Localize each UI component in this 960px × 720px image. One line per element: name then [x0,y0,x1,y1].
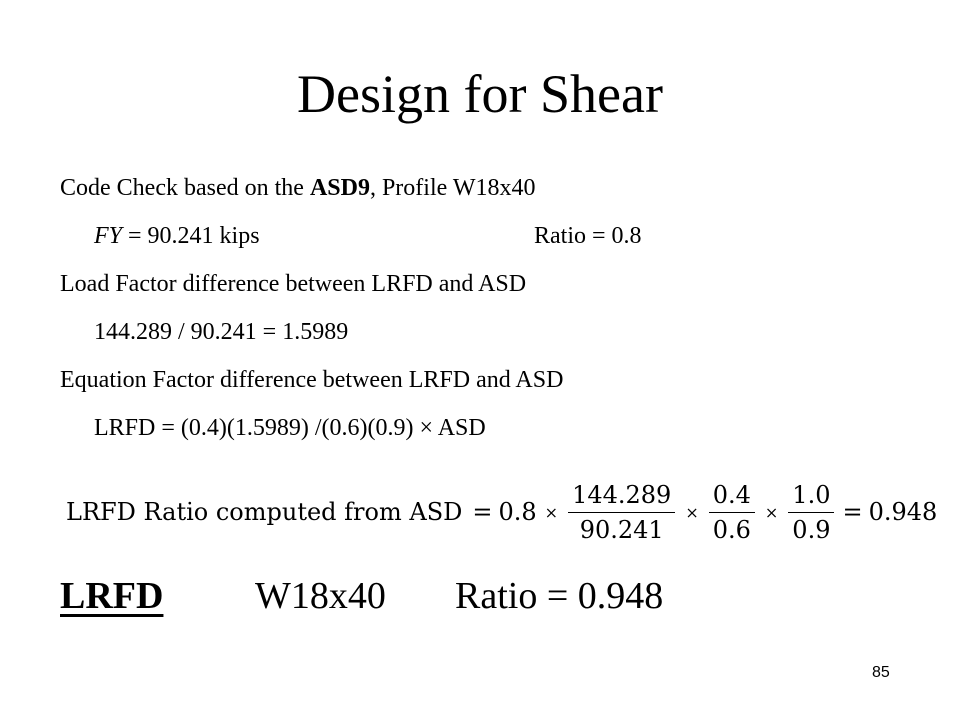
formula-asd-ratio: 0.8 [498,498,537,526]
fraction-numerator: 1.0 [788,481,834,513]
load-factor-calc: 144.289 / 90.241 = 1.5989 [94,319,349,345]
fy-line [94,220,642,252]
equation-factor-calc: LRFD = (0.4)(1.5989) /(0.6)(0.9) × ASD [94,415,486,441]
equation-factor-fraction [709,481,755,544]
fraction-numerator: 0.4 [709,481,755,513]
times-sign: × [764,502,779,522]
result-ratio: Ratio = 0.948 [455,575,664,617]
code-check-prefix: Code Check based on the [60,175,310,201]
lrfd-label: LRFD [60,575,164,617]
asd-ratio: Ratio = 0.8 [534,223,642,249]
slide-title: Design for Shear [297,64,663,124]
formula-equals: = [842,498,863,526]
result-line [60,568,664,624]
times-sign: × [544,502,559,522]
code-check-line [60,172,536,204]
fraction-denominator: 90.241 [579,515,664,544]
fraction-denominator: 0.6 [712,515,751,544]
code-check-suffix: , Profile W18x40 [369,175,536,201]
times-sign: × [685,502,699,522]
page-number: 85 [872,664,890,681]
formula-lhs: LRFD Ratio computed from ASD [66,498,463,526]
fraction-numerator: 144.289 [568,481,675,513]
result-profile: W18x40 [255,575,386,617]
load-factor-fraction [568,481,675,544]
resistance-factor-fraction [788,481,834,544]
formula-result: 0.948 [868,498,938,526]
fraction-denominator: 0.9 [792,515,831,544]
load-factor-heading: Load Factor difference between LRFD and ASD [60,271,527,297]
fy-value: = 90.241 kips [122,223,260,249]
ratio-formula [66,478,937,546]
formula-equals: = [472,498,493,526]
fy-variable: FY [94,223,123,249]
equation-factor-heading: Equation Factor difference between LRFD and ASD [60,367,564,393]
code-name: ASD9 [309,175,370,201]
